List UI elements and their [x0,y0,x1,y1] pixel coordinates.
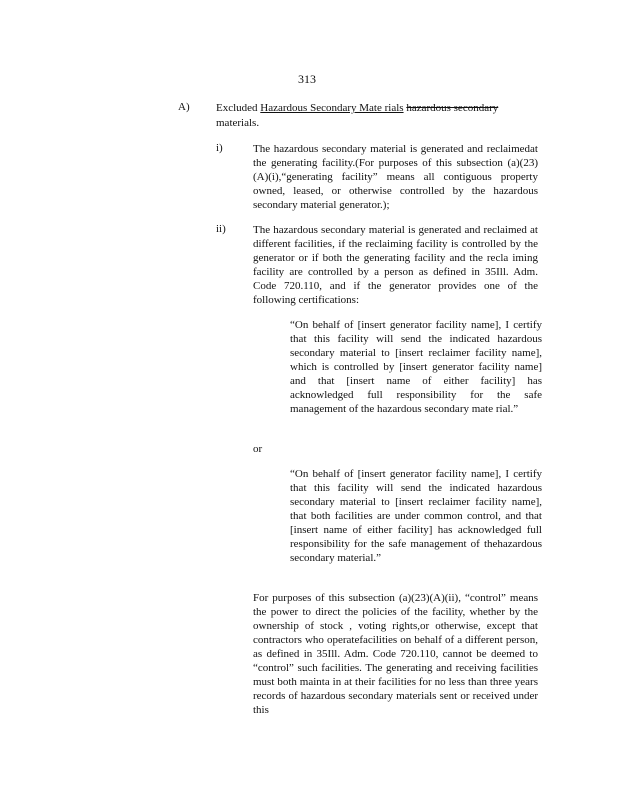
page-number: 313 [298,72,316,86]
heading-suffix: materials. [216,117,260,129]
item-text-i: The hazardous secondary material is generated and reclaimedat the generating facility.(For purposes of this subsection (a)(23)(A)(i),“generating facility” means all contiguous property owned, leased, or otherwise controlled by the hazardous secondary material generator.); [253,143,538,211]
certification-quote-2: “On behalf of [insert generator facility name], I certify that this facility will send the indicated hazardous secondary material to [insert reclaimer facility name], that both facilities are under common control, and that [insert name of either facility] has acknowledged full responsibility for the safe management of thehazardous secondary material.” [290,468,542,564]
heading-underlined-text: Hazardous Secondary Mate rials [260,102,404,114]
item-label-ii: ii) [216,223,226,235]
section-label: A) [178,101,190,113]
item-text-ii: The hazardous secondary material is generated and reclaimed at different facilities, if the reclaiming facility is controlled by the generator or if both the generating facility and the recla iming facility are controlled by a person as defined in 35Ill. Adm. Code 720.110, and if the generator provides one of the following certifications: [253,224,538,306]
heading-struck-text: hazardous secondary [406,102,499,114]
section-heading [216,101,546,131]
item-label-i: i) [216,142,223,154]
control-definition-paragraph: For purposes of this subsection (a)(23)(A)(ii), “control” means the power to direct the policies of the facility, whether by the ownership of stock , voting rights,or otherwise, except that contractors who operatefacilities on behalf of a different person, as defined in 35Ill. Adm. Code 720.110, cannot be deemed to “control” such facilities. The generating and receiving facilities must both mainta in at their facilities for no less than three years records of hazardous secondary materials sent or received under this [253,592,538,716]
heading-prefix: Excluded [216,102,261,114]
or-connector: or [253,443,263,455]
certification-quote-1: “On behalf of [insert generator facility name], I certify that this facility will send the indicated hazardous secondary material to [insert reclaimer facility name], which is controlled by [insert generator facility name] and that [insert name of either facility] has acknowledged full responsibility for the safe management of the hazardous secondary mate rial.” [290,319,542,415]
